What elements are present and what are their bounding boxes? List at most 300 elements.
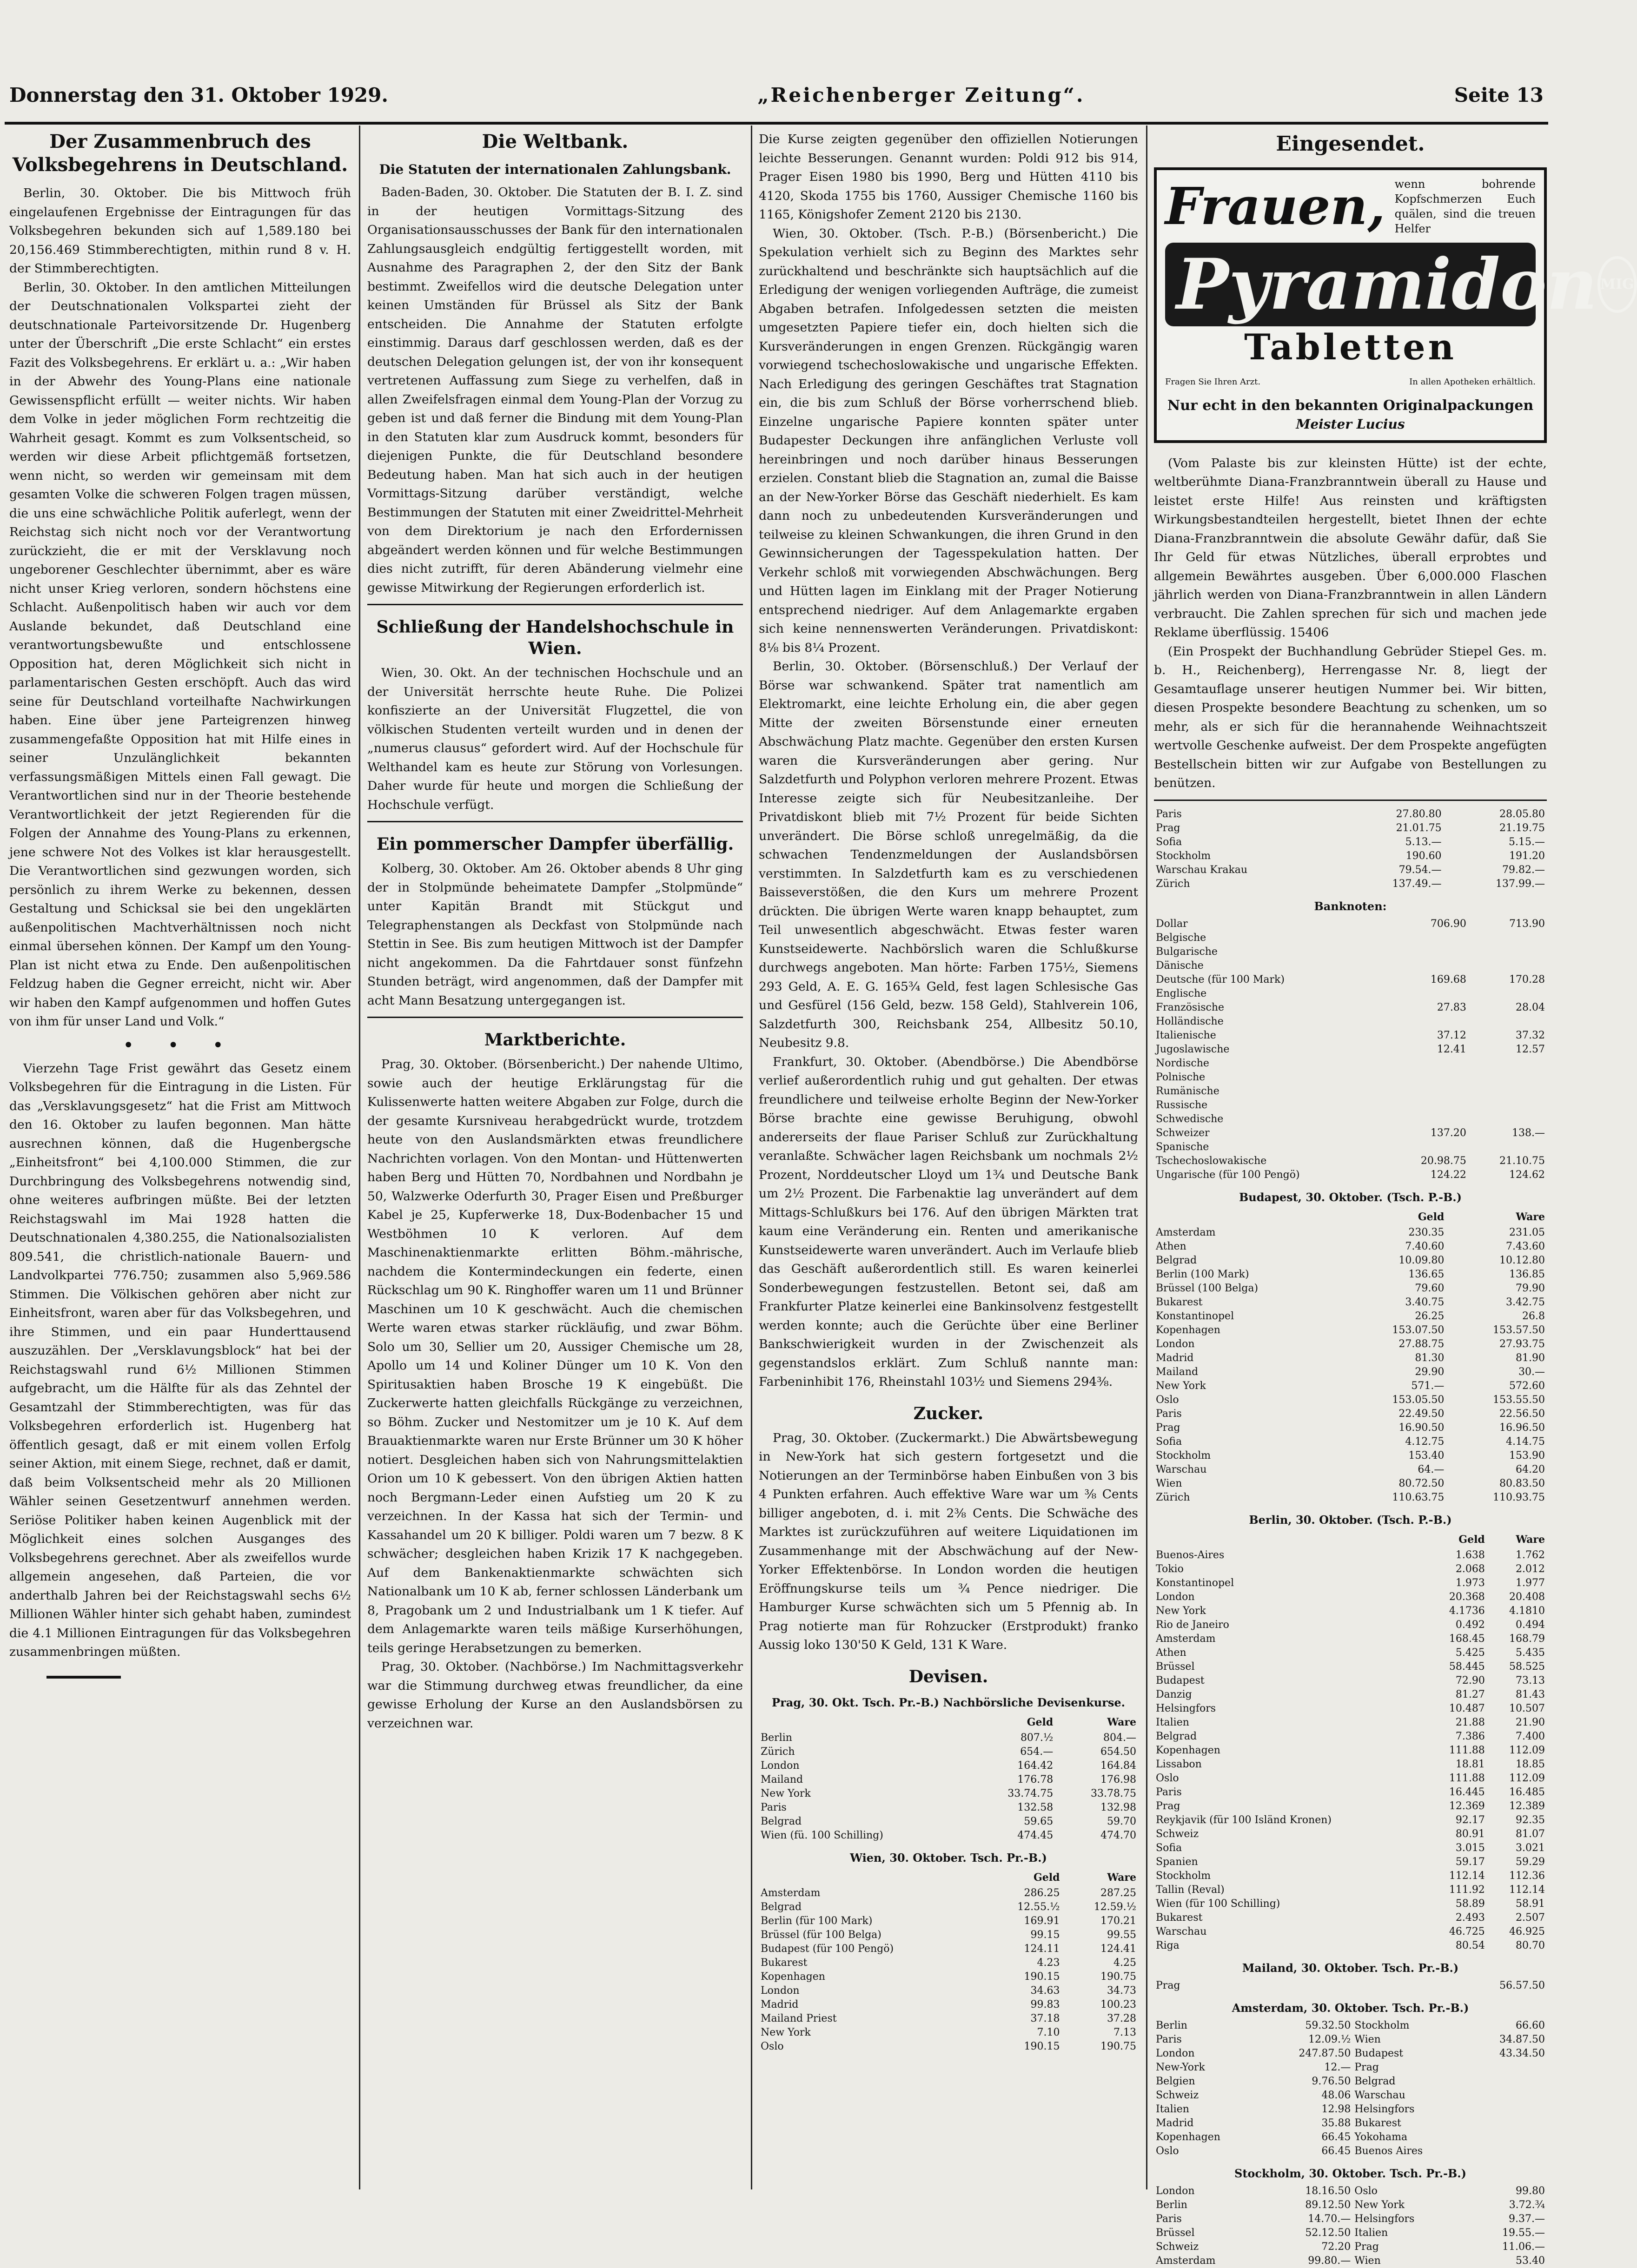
table-row [1154, 1126, 1547, 1140]
table-cell: Zürich [1156, 1491, 1190, 1503]
table-row [1154, 1379, 1547, 1393]
table-cell: 14.70.— [1308, 2213, 1351, 2225]
table-row [1154, 1407, 1547, 1421]
table-cell: Warschau [1354, 2089, 1405, 2101]
table-cell: 4.1810 [1509, 1605, 1545, 1617]
table-cell: 21.19.75 [1499, 822, 1545, 834]
table-cell: 27.83 [1437, 1001, 1466, 1013]
table-cell: Brüssel (für 100 Belga) [761, 1929, 881, 1941]
table-row [1154, 835, 1547, 849]
table-cell: Brüssel [1156, 1660, 1195, 1673]
table-cell: 7.43.60 [1506, 1240, 1545, 1252]
masthead: „Reichenberger Zeitung“. [757, 84, 1085, 106]
table-cell: Oslo [761, 2040, 784, 2052]
table-row [759, 1900, 1138, 1914]
table-row [1154, 2075, 1547, 2089]
table-row [1154, 1043, 1547, 1057]
table-cell: 10.507 [1509, 1702, 1545, 1714]
table-header-row [759, 1869, 1138, 1886]
table-cell: Oslo [1156, 2145, 1179, 2157]
table-cell: 7.400 [1516, 1730, 1545, 1742]
table-cell: 58.89 [1455, 1898, 1485, 1910]
table-cell: Kopenhagen [761, 1970, 825, 1983]
table-cell: 654.— [1020, 1746, 1054, 1758]
table-cell: 2.507 [1516, 1911, 1545, 1924]
column-header: Ware [1107, 1871, 1136, 1884]
article-paragraph: Kolberg, 30. Oktober. Am 26. Oktober abends 8 Uhr ging der in Stolpmünde beheimatete Dampfer „Stolpmünde“ unter Kapitän Brandt mit Stückgut und Telegraphenstangen als Deckfast von Stolpmünde nach Stettin in See. Bis zum heutigen Mittwoch ist der Dampfer nicht angekommen. Da die Fahrtdauer sonst fünfzehn Stunden beträgt, wird angenommen, daß der Dampfer mit acht Mann Besatzung untergegangen ist. [367, 861, 743, 1008]
table-cell: 1.973 [1455, 1577, 1485, 1589]
table-cell: Warschau [1156, 1925, 1207, 1937]
table-cell: 5.15.— [1509, 836, 1545, 848]
devisen-table [1154, 807, 1547, 891]
table-cell: 28.04 [1516, 1001, 1545, 1013]
table-row [1154, 1576, 1547, 1590]
table-row [759, 1815, 1138, 1829]
table-cell: 92.35 [1516, 1814, 1545, 1826]
table-cell: 5.425 [1455, 1646, 1485, 1659]
table-cell: 176.98 [1100, 1773, 1136, 1785]
table-cell: London [761, 1984, 800, 1997]
table-cell: Helsingfors [1156, 1702, 1216, 1714]
table-cell: 18.16.50 [1305, 2185, 1351, 2197]
table-cell: 81.90 [1516, 1352, 1545, 1364]
column-header: Ware [1516, 1210, 1545, 1223]
table-cell: Sofia [1156, 1842, 1182, 1854]
table-cell: Belgrad [761, 1901, 802, 1913]
table-cell: 169.68 [1430, 973, 1466, 985]
ad-top [1165, 177, 1536, 236]
table-cell: 12.98 [1321, 2103, 1351, 2115]
table-cell: 137.99.— [1496, 878, 1545, 890]
table-cell [1468, 1112, 1547, 1126]
table-row [1154, 2116, 1547, 2130]
table-cell: Russische [1156, 1099, 1208, 1111]
table-cell: Paris [761, 1801, 787, 1813]
table-cell: New York [1156, 1605, 1206, 1617]
table-row [1154, 945, 1547, 959]
table-cell: Kopenhagen [1156, 1324, 1220, 1336]
table-cell: Kopenhagen [1156, 1744, 1220, 1756]
bayer-logo-icon: MIG [1597, 256, 1637, 313]
table-cell: 26.8 [1522, 1310, 1545, 1322]
table-cell: 5.13.— [1405, 836, 1442, 848]
table-cell: 2.068 [1455, 1563, 1485, 1575]
table-row [759, 1787, 1138, 1801]
table-row [1154, 1015, 1547, 1029]
table-cell: 80.70 [1516, 1939, 1545, 1951]
table-cell: 111.92 [1449, 1884, 1485, 1896]
table-cell: Athen [1156, 1646, 1186, 1659]
table-cell: 4.12.75 [1405, 1435, 1445, 1448]
table-cell [1468, 1015, 1547, 1029]
table-header-row [1154, 1531, 1547, 1548]
table-row [1154, 1477, 1547, 1491]
table-cell: 190.15 [1024, 1970, 1060, 1983]
table-cell: 72.90 [1455, 1674, 1485, 1686]
table-cell: Reykjavik (für 100 Isländ Kronen) [1156, 1814, 1332, 1826]
table-cell: 247.87.50 [1299, 2047, 1351, 2059]
table-cell: 153.90 [1509, 1449, 1545, 1461]
budapest-table [1154, 1208, 1547, 1505]
table-heading: Banknoten: [1314, 899, 1387, 913]
table-cell: 18.85 [1516, 1758, 1545, 1770]
article-paragraph: Die Kurse zeigten gegenüber den offiziellen Notierungen leichte Besserungen. Genannt wurden: Poldi 912 bis 914, Prager Eisen 1980 bis 1990, Berg und Hütten 4110 bis 4120, Skoda 1755 bis 1760, Aussiger Chemische 1160 bis 1165, Königshofer Zement 2120 bis 2130. [759, 132, 1138, 222]
table-cell [1390, 959, 1468, 973]
table-cell: Zürich [761, 1746, 795, 1758]
table-cell: Paris [1156, 2213, 1182, 2225]
table-cell: Paris [1156, 1786, 1182, 1798]
table-cell: 35.88 [1321, 2117, 1351, 2129]
column-divider [359, 126, 360, 2189]
table-cell: 4.1736 [1449, 1605, 1485, 1617]
table-row [1154, 2130, 1547, 2144]
table-row [1154, 1660, 1547, 1674]
table-cell: 124.62 [1509, 1169, 1545, 1181]
table-cell: New York [1156, 1380, 1206, 1392]
table-cell: Amsterdam [1156, 1633, 1216, 1645]
end-rule [46, 1676, 121, 1679]
table-row [1154, 1827, 1547, 1841]
table-cell: 3.021 [1516, 1842, 1545, 1854]
table-cell: 190.75 [1100, 1970, 1136, 1983]
table-cell: London [1156, 1591, 1195, 1603]
column-header [759, 1713, 972, 1731]
column-header: Ware [1516, 1533, 1545, 1546]
table-cell: 18.81 [1455, 1758, 1485, 1770]
table-row [1154, 1071, 1547, 1084]
table-cell: Madrid [761, 1998, 799, 2010]
table-cell: 34.87.50 [1499, 2033, 1545, 2045]
table-row [1154, 1282, 1547, 1296]
table-cell: 33.78.75 [1091, 1787, 1136, 1799]
table-row [1154, 877, 1547, 891]
section-rule [1154, 800, 1547, 801]
section-title: Devisen. [908, 1666, 988, 1686]
table-cell [1468, 2116, 1547, 2130]
table-cell: Mailand [1156, 1366, 1199, 1378]
table-cell: 153.07.50 [1392, 1324, 1445, 1336]
table-cell: 21.90 [1516, 1716, 1545, 1728]
table-cell: 0.494 [1516, 1619, 1545, 1631]
table-cell: Deutsche (für 100 Mark) [1156, 973, 1285, 985]
table-cell: Stockholm [1156, 1449, 1211, 1461]
ad-headline: Frauen, [1165, 176, 1385, 236]
table-cell: Wien [1354, 2033, 1381, 2045]
article-title: Schließung der Handelshochschule in Wien. [376, 617, 734, 658]
table-cell: 81.43 [1516, 1688, 1545, 1700]
table-cell: 16.485 [1509, 1786, 1545, 1798]
table-cell: 804.— [1103, 1732, 1136, 1744]
table-cell: 66.45 [1321, 2145, 1351, 2157]
table-cell: 2.493 [1455, 1911, 1485, 1924]
berlin-table [1154, 1531, 1547, 1953]
table-cell: 9.37.— [1509, 2213, 1545, 2225]
table-cell: Stockholm [1156, 850, 1211, 862]
table-row [759, 1998, 1138, 2012]
table-row [1154, 1979, 1547, 1993]
table-cell: Bulgarische [1156, 946, 1218, 958]
ad-signature: Meister Lucius [1296, 416, 1405, 432]
table-cell: 52.12.50 [1305, 2227, 1351, 2239]
table-row [759, 1773, 1138, 1787]
table-row [759, 2040, 1138, 2054]
table-cell: 176.78 [1017, 1773, 1054, 1785]
table-cell: Budapest [1354, 2047, 1404, 2059]
table-row [1154, 1590, 1547, 1604]
table-cell: 190.60 [1405, 850, 1442, 862]
table-cell: 111.88 [1449, 1744, 1485, 1756]
table-cell [1468, 1098, 1547, 1112]
table-cell: Oslo [1156, 1394, 1179, 1406]
table-cell: 21.01.75 [1396, 822, 1442, 834]
table-heading: Prag, 30. Okt. Tsch. Pr.-B.) Nachbörsliche Devisenkurse. [772, 1695, 1125, 1709]
table-cell: Italien [1354, 2227, 1388, 2239]
ad-brand: Pyramidon [1176, 244, 1597, 325]
column-header: Geld [1418, 1210, 1445, 1223]
table-cell: 21.88 [1455, 1716, 1485, 1728]
table-cell: 59.17 [1455, 1856, 1485, 1868]
table-cell: Belgien [1156, 2075, 1195, 2087]
table-cell: 230.35 [1408, 1226, 1445, 1238]
section-rule [367, 1017, 743, 1018]
article-paragraph: Prag, 30. Oktober. (Börsenbericht.) Der nahende Ultimo, sowie auch der heutige Erklärungstag für die Kulissenwerte hatten weitere Abgaben zur Folge, durch die der gesamte Kursniveau herabgedrückt wurde, trotzdem heute von den Auslandsmärkten etwas freundlichere Nachrichten vorlagen. Von den Montan- und Hüttenwerten haben Berg und Hütten 70, Nordbahnen und Nordbahn je 50, Walzwerke Oderfurth 30, Prager Eisen und Preßburger Kabel je 25, Kupferwerke 18, Dux-Bodenbacher 15 und Westböhmen 10 K verloren. Auf dem Maschinenaktienmarkte erlitten Böhm.-mährische, nachdem die Kontermindeckungen ein federte, einen Rückschlag um 90 K. Ringhoffer waren um 11 und Brünner Maschinen um 10 K geschwächt. Auch die chemischen Werte waren etwas starker rückläufig, und zwar Böhm. Solo um 30, Sellier um 20, Aussiger Chemische um 28, Apollo um 14 und Koliner Dünger um 10 K. Von den Spiritusaktien haben Brosche 19 K eingebüßt. Die Zuckerwerte hatten gleichfalls Rückgänge zu verzeichnen, so Böhm. Zucker und Nestomitzer um je 10 K. Auf dem Brauaktienmarkte waren nur Erste Brünner um 30 K höher notiert. Desgleichen haben sich von Nahrungsmittelaktien Orion um 10 K gebessert. Von den übrigen Aktien hatten noch Bergmann-Leder einen Aufstieg um 20 K zu verzeichnen. In der Kassa hat sich der Termin- und Kassahandel um 20 K billiger. Poldi waren um 7 bezw. 8 K schwächer; desgleichen haben Krizik 17 K nachgegeben. Auf dem Bankenaktienmarkte schwächten sich Nationalbank um 10 K ab, ferner schlossen Länderbank um 8, Pragobank um 2 und Industrialbank um 1 K tiefer. Auf dem Anlagemarkte waren teils mäßige Kurserhöhungen, teils geringe Herabsetzungen zu bemerken. [367, 1057, 743, 1655]
table-cell: 100.23 [1100, 1998, 1136, 2010]
column-header: Geld [1033, 1871, 1060, 1884]
issue-date: Donnerstag den 31. Oktober 1929. [9, 84, 389, 106]
table-cell: 10.12.80 [1499, 1254, 1545, 1266]
table-cell: Tokio [1156, 1563, 1184, 1575]
table-cell: 16.90.50 [1398, 1422, 1445, 1434]
article-paragraph: Prag, 30. Oktober. (Nachbörse.) Im Nachmittagsverkehr war die Stimmung durchweg etwas freundlicher, da eine gewisse Erholung der Kurse an den Auslandsbörsen zu verzeichnen war. [367, 1660, 743, 1731]
table-cell: 79.60 [1415, 1282, 1445, 1294]
article-paragraph: Berlin, 30. Oktober. In den amtlichen Mitteilungen der Deutschnationalen Volkspartei zieht der deutschnationale Parteivorsitzende Dr. Hugenberg unter der Überschrift „Die erste Schlacht“ ein erstes Fazit des Volksbegehrens. Er erklärt u. a.: „Wir haben in der Abwehr des Young-Plans eine nationale Gewissenspflicht erfüllt — weiter nichts. Wir haben dem Volke in jeder möglichen Form rechtzeitig die Wahrheit gesagt. Kommt es zum Volksentscheid, so werden wir diese Arbeit pflichtgemäß fortsetzen, wenn nicht, so werden wir gemeinsam mit dem gesamten Volke die schweren Folgen tragen müssen, die uns eine schwächliche Politik auferlegt, wenn der Reichstag sich nicht noch vor der Verantwortung zurückzieht, die er mit der Versklavung noch ungeborener Geschlechter übernimmt, aber es wäre nicht unser Krieg verloren, sondern höchstens eine Schlacht. Außenpolitisch haben wir auch vor dem Auslande bekundet, daß Deutschland eine verantwortungsbewußte und entschlossene Opposition hat, deren Möglichkeit sich nicht in parlamentarischen Gesten erschöpft. Auch das wird seine für Deutschland vorteilhafte Nachwirkungen haben. Eine über jene Parteigrenzen hinweg zusammengefaßte Opposition hat mit Hilfe eines in seiner Unzulänglichkeit bekannten verfassungsmäßigen Mittels einen Fall gewagt. Die Verantwortlichen sind nur in der Theorie bestehende Verantwortlichkeit der jetzt Regierenden für die Folgen der Annahme des Young-Plans zu erkennen, jene schwere Not des Volkes ist klar herausgestellt. Die Verantwortlichen sind gezwungen worden, sich persönlich zu ihrem Werke zu bekennen, dessen Gestaltung und Schicksal sie bei den ungeklärten außenpolitischen Machtverhältnissen noch nicht einmal übersehen können. Der Kampf um den Young-Plan ist nicht etwa zu Ende. Den außenpolitischen Feldzug haben die Gegner erreicht, nicht wir. Aber wir haben den Kampf aufgenommen und hoffen Gutes von ihm für unser Land und Volk.“ [9, 280, 351, 1029]
article-title: Die Weltbank. [482, 131, 629, 152]
table-cell: Paris [1156, 2033, 1182, 2045]
table-cell [1468, 1057, 1547, 1071]
table-cell: 59.65 [1024, 1815, 1054, 1827]
table-cell: 12.— [1324, 2061, 1351, 2073]
table-cell: 46.725 [1449, 1925, 1485, 1937]
article-paragraph: Prag, 30. Oktober. (Zuckermarkt.) Die Abwärtsbewegung in New-York hat sich gestern fortgesetzt und die Notierungen an der Terminbörse haben Einbußen von 3 bis 4 Punkten erfahren. Auch effektive Ware war um ⅜ Cents billiger angeboten, d. i. mit 2⅜ Cents. Die Schwäche des Marktes ist zurückzuführen auf weitere Liquidationen im Zusammenhange mit der Abschwächung auf der New-Yorker Effektenbörse. In London worden die heutigen Eröffnungskurse teils um ¾ Pence niedriger. Die Hamburger Kurse schwächten sich um 5 Pfennig ab. In Prag notierte man für Rohzucker (Erstprodukt) franko Aussig loko 130'50 K Geld, 131 K Ware. [759, 1430, 1138, 1652]
table-cell: Rio de Janeiro [1156, 1619, 1229, 1631]
table-cell: 168.45 [1449, 1633, 1485, 1645]
table-cell: 16.445 [1449, 1786, 1485, 1798]
table-cell: 137.20 [1430, 1127, 1466, 1139]
table-row [1154, 1688, 1547, 1702]
table-cell: 190.15 [1024, 2040, 1060, 2052]
table-cell: 79.82.— [1502, 864, 1545, 876]
table-row [1154, 1758, 1547, 1772]
ad-tagline: wenn bohrende Kopfschmerzen Euch quälen, sind die treuen Helfer [1394, 178, 1536, 235]
table-cell: 59.70 [1107, 1815, 1136, 1827]
mailand-table [1154, 1979, 1547, 1993]
table-cell: 474.45 [1017, 1829, 1054, 1841]
table-row [1154, 1869, 1547, 1883]
table-cell: 713.90 [1509, 918, 1545, 930]
table-cell: Buenos Aires [1354, 2145, 1423, 2157]
table-cell [1290, 1979, 1308, 1993]
table-cell: Warschau Krakau [1156, 864, 1248, 876]
table-cell: Madrid [1156, 1352, 1194, 1364]
amsterdam-table [1154, 2019, 1547, 2158]
table-cell: 99.80 [1516, 2185, 1545, 2197]
table-cell: 136.85 [1509, 1268, 1545, 1280]
table-cell: 9.76.50 [1312, 2075, 1351, 2087]
table-row [1154, 1168, 1547, 1182]
table-cell: Ungarische (für 100 Pengö) [1156, 1169, 1300, 1181]
table-cell: Sofia [1156, 836, 1182, 848]
table-row [1154, 1632, 1547, 1646]
table-cell: Riga [1156, 1939, 1180, 1951]
table-cell [1390, 1140, 1468, 1154]
table-cell: Buenos-Aires [1156, 1549, 1225, 1561]
table-row [1154, 1029, 1547, 1043]
table-cell: 21.10.75 [1499, 1155, 1545, 1167]
table-row [1154, 1309, 1547, 1323]
table-row [1154, 959, 1547, 973]
ad-original-packaging: Nur echt in den bekannten Originalpackungen [1167, 397, 1534, 414]
table-cell: 112.36 [1509, 1870, 1545, 1882]
table-cell: 56.57.50 [1499, 1979, 1545, 1991]
article-paragraph: (Vom Palaste bis zur kleinsten Hütte) ist der echte, weltberühmte Diana-Franzbranntwein überall zu Hause und leistet erste Hilfe! Aus reinsten und kräftigsten Wirkungsbestandteilen hergestellt, bietet Ihnen der echte Diana-Franzbranntwein die absolute Gewähr dafür, daß Sie Ihr Geld für etwas Nützliches, überall erprobtes und allgemein Bewährtes ausgeben. Über 6,000.000 Flaschen jährlich werden von Diana-Franzbranntwein in allen Ländern verbraucht. Die Zahlen sprechen für sich und machen jede Reklame überflüssig. 15406 [1154, 456, 1547, 640]
table-heading: Mailand, 30. Oktober. Tsch. Pr.-B.) [1242, 1961, 1459, 1975]
section-rule [367, 604, 743, 605]
table-cell: Yokohama [1354, 2131, 1408, 2143]
table-row [1154, 1463, 1547, 1477]
table-row [759, 1970, 1138, 1984]
ad-banner [1165, 243, 1634, 326]
table-row [759, 1745, 1138, 1759]
table-row [1154, 2226, 1547, 2240]
table-row [1154, 1226, 1547, 1240]
table-cell [1390, 1071, 1468, 1084]
table-cell: Jugoslawische [1156, 1043, 1230, 1055]
table-cell: 571.— [1411, 1380, 1445, 1392]
table-cell: 137.49.— [1392, 878, 1442, 890]
table-cell: 10.09.80 [1398, 1254, 1445, 1266]
table-cell: 30.— [1518, 1366, 1545, 1378]
table-cell: 1.762 [1516, 1549, 1545, 1561]
table-cell: 5.435 [1516, 1646, 1545, 1659]
ad-fine-right: In allen Apotheken erhältlich. [1409, 377, 1536, 387]
table-cell: 164.42 [1017, 1759, 1054, 1772]
table-cell: 153.57.50 [1493, 1324, 1545, 1336]
table-cell: 132.98 [1100, 1801, 1136, 1813]
table-heading: Budapest, 30. Oktober. (Tsch. P.-B.) [1239, 1190, 1462, 1204]
page-header [9, 84, 1544, 116]
article-paragraph: (Ein Prospekt der Buchhandlung Gebrüder Stiepel Ges. m. b. H., Reichenberg), Herrengasse Nr. 8, liegt der Gesamtauflage unserer heutigen Nummer bei. Wir bitten, diesen Prospekte besondere Beachtung zu schenken, um so mehr, als er sich für die herannahende Weihnachtszeit wertvolle Geschenke aufweist. Der dem Prospekte angefügten Bestellschein bitten wir zur Aufgabe von Bestellungen zu benützen. [1154, 644, 1547, 790]
table-row [1154, 1323, 1547, 1337]
table-cell: Brüssel [1156, 2227, 1195, 2239]
table-cell: Paris [1156, 808, 1182, 820]
table-header-row [1154, 1208, 1547, 1226]
table-cell: Berlin (100 Mark) [1156, 1268, 1249, 1280]
table-cell [1468, 1140, 1547, 1154]
table-cell [1468, 2075, 1547, 2089]
table-cell: 12.55.½ [1017, 1901, 1060, 1913]
column-header [1154, 1531, 1427, 1548]
table-cell: 27.80.80 [1396, 808, 1442, 820]
table-cell: Prag [1354, 2061, 1379, 2073]
table-cell: 170.28 [1509, 973, 1545, 985]
header-rule [5, 122, 1548, 125]
table-cell: Prag [1156, 1422, 1180, 1434]
table-row [759, 1731, 1138, 1745]
table-cell: 29.90 [1415, 1366, 1445, 1378]
table-cell: 3.72.¾ [1509, 2199, 1545, 2211]
table-cell: 12.41 [1437, 1043, 1466, 1055]
table-row [1154, 807, 1547, 821]
table-cell: 3.015 [1455, 1842, 1485, 1854]
table-row [1154, 1897, 1547, 1911]
table-row [1154, 2103, 1547, 2116]
table-cell: Wien (für 100 Schilling) [1156, 1898, 1280, 1910]
table-cell: 0.492 [1455, 1619, 1485, 1631]
table-row [759, 1942, 1138, 1956]
table-cell: 12.57 [1516, 1043, 1545, 1055]
table-cell: New-York [1156, 2061, 1205, 2073]
table-cell: 22.49.50 [1398, 1408, 1445, 1420]
table-row [759, 1886, 1138, 1900]
table-cell: 16.96.50 [1499, 1422, 1545, 1434]
section-stars: • • • [123, 1034, 238, 1056]
table-row [1154, 2089, 1547, 2103]
table-cell: 48.06 [1321, 2089, 1351, 2101]
table-cell: 20.98.75 [1420, 1155, 1466, 1167]
table-cell: 12.59.½ [1094, 1901, 1136, 1913]
table-cell [1468, 2061, 1547, 2075]
table-cell: 4.14.75 [1506, 1435, 1545, 1448]
table-cell: 58.445 [1449, 1660, 1485, 1673]
table-header-row [759, 1713, 1138, 1731]
table-cell: Tallin (Reval) [1156, 1884, 1225, 1896]
table-cell: 124.22 [1430, 1169, 1466, 1181]
table-cell [1390, 1084, 1468, 1098]
table-cell: Konstantinopel [1156, 1577, 1234, 1589]
table-cell: Nordische [1156, 1057, 1209, 1069]
table-cell: 81.27 [1455, 1688, 1485, 1700]
table-cell: 7.40.60 [1405, 1240, 1445, 1252]
table-cell [1390, 1057, 1468, 1071]
table-heading: Amsterdam, 30. Oktober. Tsch. Pr.-B.) [1232, 2001, 1469, 2015]
table-row [1154, 2047, 1547, 2061]
table-cell: 12.369 [1449, 1800, 1485, 1812]
table-cell: 80.91 [1455, 1828, 1485, 1840]
table-heading: Stockholm, 30. Oktober. Tsch. Pr.-B.) [1234, 2166, 1467, 2180]
table-row [1154, 1240, 1547, 1254]
table-row [1154, 1562, 1547, 1576]
table-row [1154, 1925, 1547, 1939]
table-cell [1468, 945, 1547, 959]
table-row [1154, 1421, 1547, 1435]
table-cell: 124.11 [1024, 1943, 1060, 1955]
table-cell: Holländische [1156, 1015, 1224, 1027]
table-cell: 231.05 [1509, 1226, 1545, 1238]
table-cell: 34.73 [1107, 1984, 1136, 1997]
table-cell: 80.54 [1455, 1939, 1485, 1951]
article-subtitle: Die Statuten der internationalen Zahlungsbank. [379, 162, 731, 177]
table-cell: 112.09 [1509, 1772, 1545, 1784]
table-cell: 20.368 [1449, 1591, 1485, 1603]
devisen-table [759, 1713, 1138, 1843]
table-cell: 37.28 [1107, 2012, 1136, 2024]
table-cell: 7.13 [1113, 2026, 1136, 2038]
table-cell: 66.60 [1516, 2019, 1545, 2031]
article-paragraph: Frankfurt, 30. Oktober. (Abendbörse.) Die Abendbörse verlief außerordentlich ruhig und gut gehalten. Der etwas freundlichere und teilweise erholte Beginn der New-Yorker Börse brachte eine gewisse Beruhigung, obwohl andererseits der flaue Pariser Schluß zur Zurückhaltung veranlaßte. Schwächer lagen Reichsbank um nochmals 2½ Prozent, Norddeutscher Lloyd um 1¾ und Deutsche Bank um 2½ Prozent. Die Farbenaktie lag unverändert auf dem Mittags-Schlußkurs bei 176. Auf den übrigen Märkten trat kaum eine Veränderung ein. Renten und amerikanische Kunstseidewerte waren unverändert. Auch im Verlaufe blieb das Geschäft außerordentlich still. Es waren keinerlei Sonderbewegungen festzustellen. Betont sei, daß am Frankfurter Platze keinerlei eine Bankinsolvenz festgestellt werden konnte; auch die Gerüchte über eine Berliner Bankschwierigkeit wurden in der Zwischenzeit als gegenstandslos erklärt. Zum Schluß nannte man: Farbeninhibit 176, Rheinstahl 103½ und Siemens 294⅜. [759, 1054, 1138, 1389]
table-row [759, 2012, 1138, 2026]
table-cell: 28.05.80 [1499, 808, 1545, 820]
table-cell: 10.487 [1449, 1702, 1485, 1714]
